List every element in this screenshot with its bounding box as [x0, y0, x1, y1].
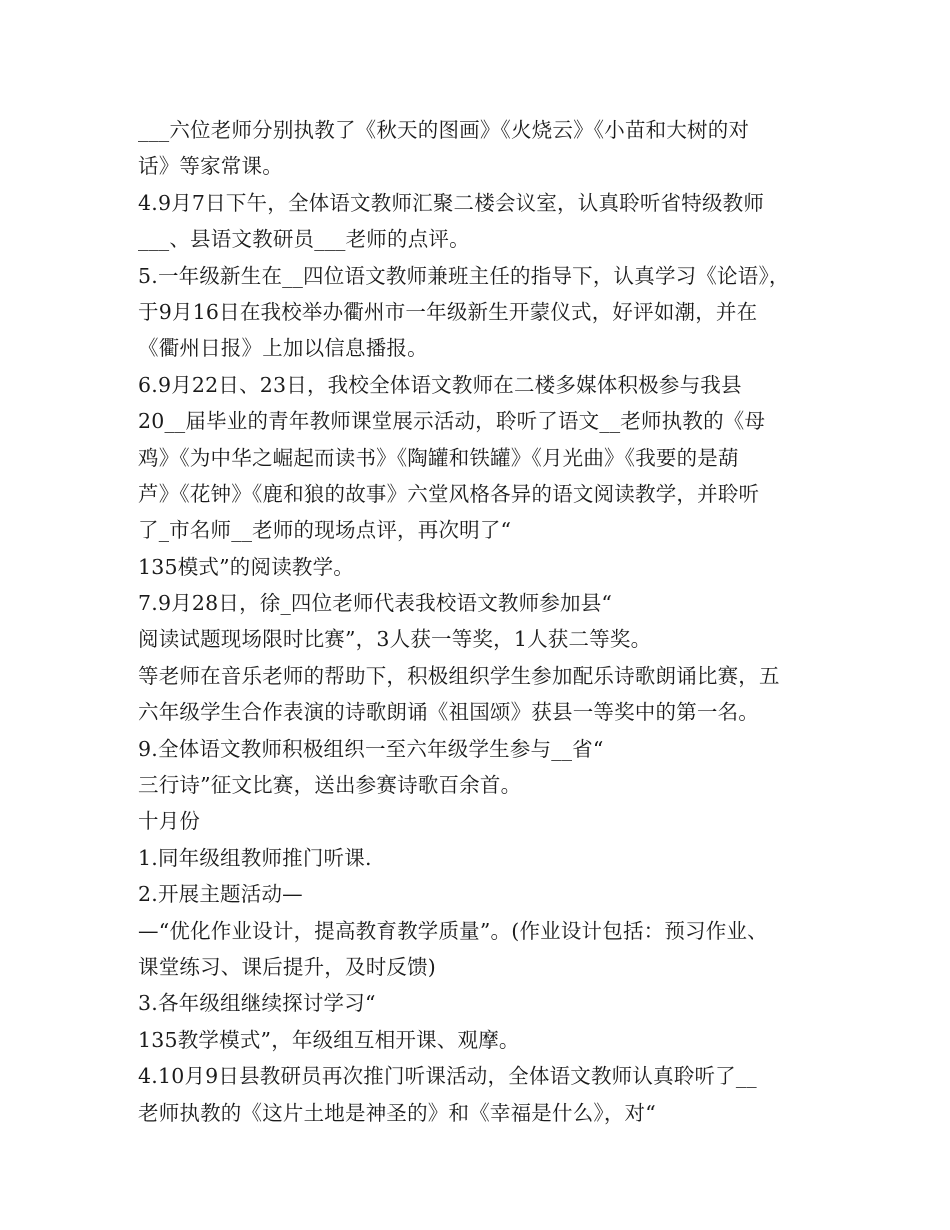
- document-body: [138, 112, 838, 1131]
- text-line: 4.9月7日下午，全体语文教师汇聚二楼会议室，认真聆听省特级教师: [138, 190, 765, 215]
- text-line: 3.各年级组继续探讨学习“: [138, 991, 376, 1016]
- text-line: 六年级学生合作表演的诗歌朗诵《祖国颂》获县一等奖中的第一名。: [138, 700, 759, 725]
- text-line: 三行诗”征文比赛，送出参赛诗歌百余首。: [138, 773, 522, 798]
- text-line: 1.同年级组教师推门听课.: [138, 845, 372, 870]
- text-line: 于9月16日在我校举办衢州市一年级新生开蒙仪式，好评如潮，并在: [138, 299, 758, 324]
- text-line: 5.一年级新生在__四位语文教师兼班主任的指导下，认真学习《论语》，: [138, 263, 790, 288]
- text-line: —“优化作业设计，提高教育教学质量”。(作业设计包括：预习作业、: [138, 918, 768, 943]
- text-line: 等老师在音乐老师的帮助下，积极组织学生参加配乐诗歌朗诵比赛，五: [138, 663, 780, 688]
- text-line: ___、县语文教研员___老师的点评。: [138, 227, 470, 252]
- text-line: 9.全体语文教师积极组织一至六年级学生参与__省“: [138, 736, 604, 761]
- text-line: 20__届毕业的青年教师课堂展示活动，聆听了语文__老师执教的《母: [138, 409, 766, 434]
- text-line: 4.10月9日县教研员再次推门听课活动，全体语文教师认真聆听了__: [138, 1064, 757, 1089]
- text-line: 话》等家常课。: [138, 154, 283, 179]
- text-line: 老师执教的《这片土地是神圣的》和《幸福是什么》，对“: [138, 1100, 656, 1125]
- text-line: 135教学模式”，年级组互相开课、观摩。: [138, 1027, 520, 1052]
- text-line: ___六位老师分别执教了《秋天的图画》《火烧云》《小苗和大树的对: [138, 118, 750, 142]
- section-heading: 十月份: [138, 809, 201, 834]
- text-line: 7.9月28日，徐_四位老师代表我校语文教师参加县“: [138, 591, 613, 616]
- text-line: 135模式”的阅读教学。: [138, 554, 355, 579]
- text-line: 课堂练习、课后提升，及时反馈): [138, 954, 436, 979]
- text-line: 6.9月22日、23日，我校全体语文教师在二楼多媒体积极参与我县: [138, 372, 742, 397]
- text-line: 鸡》《为中华之崛起而读书》《陶罐和铁罐》《月光曲》《我要的是葫: [138, 445, 739, 470]
- text-line: 芦》《花钟》《鹿和狼的故事》六堂风格各异的语文阅读教学，并聆听: [138, 481, 760, 506]
- text-line: 了_市名师__老师的现场点评，再次明了“: [138, 518, 512, 543]
- text-line: 2.开展主题活动—: [138, 882, 303, 907]
- text-line: 阅读试题现场限时比赛”，3人获一等奖，1人获二等奖。: [138, 627, 652, 652]
- text-line: 《衢州日报》上加以信息播报。: [138, 336, 428, 361]
